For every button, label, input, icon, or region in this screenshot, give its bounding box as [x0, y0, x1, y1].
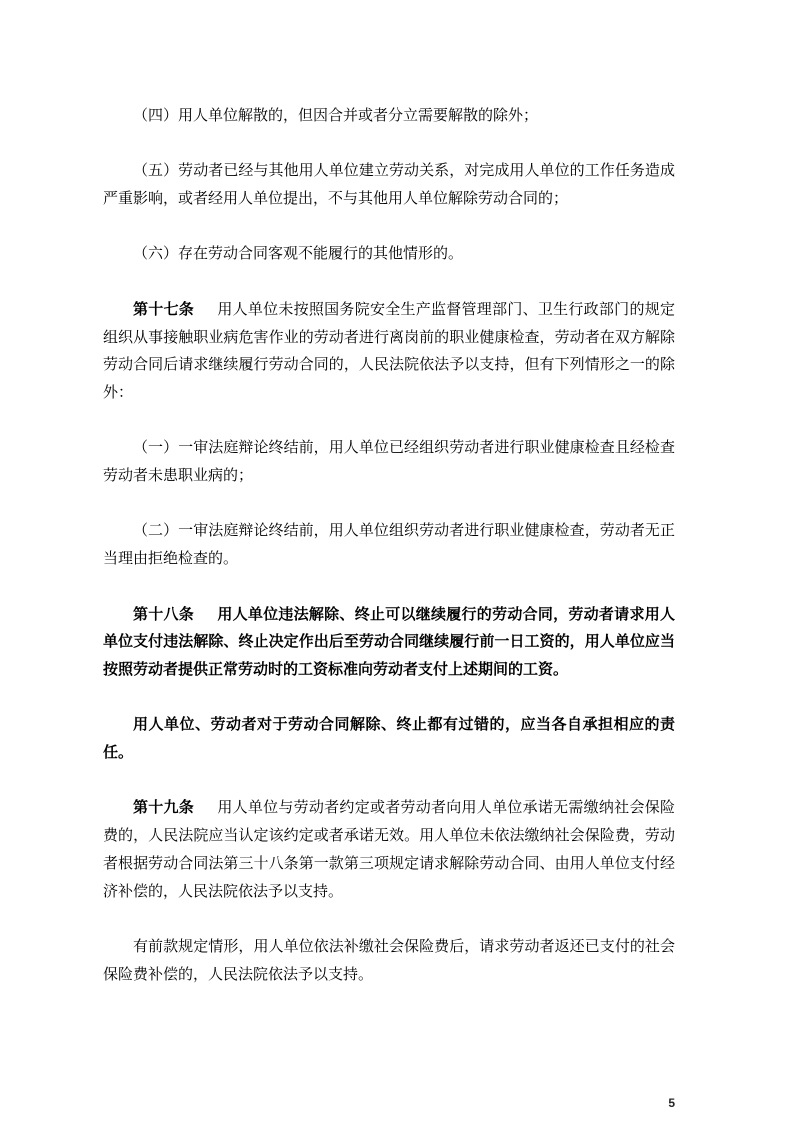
paragraph-text: 用人单位、劳动者对于劳动合同解除、终止都有过错的，应当各自承担相应的责任。 — [103, 717, 675, 762]
article-number: 第十八条 — [133, 606, 195, 623]
document-body — [103, 103, 675, 989]
paragraph — [103, 158, 675, 213]
article-number: 第十九条 — [133, 800, 195, 817]
paragraph-text: （一）一审法庭辩论终结前，用人单位已经组织劳动者进行职业健康检查且经检查劳动者未患职业病的； — [103, 440, 675, 485]
paragraph-text: （六）存在劳动合同客观不能履行的其他情形的。 — [133, 246, 464, 263]
paragraph-text: 用人单位违法解除、终止可以继续履行的劳动合同，劳动者请求用人单位支付违法解除、终止决定作出后至劳动合同继续履行前一日工资的，用人单位应当按照劳动者提供正常劳动时的工资标准向劳动者支付上述期间的工资。 — [103, 606, 675, 678]
page-number: 5 — [668, 1096, 675, 1110]
paragraph-text: （四）用人单位解散的，但因合并或者分立需要解散的除外； — [133, 108, 539, 124]
article-number: 第十七条 — [133, 301, 195, 318]
paragraph-text: 有前款规定情形，用人单位依法补缴社会保险费后，请求劳动者返还已支付的社会保险费补偿的，人民法院依法予以支持。 — [103, 938, 675, 983]
article-paragraph — [103, 795, 675, 906]
paragraph — [103, 103, 675, 131]
article-paragraph — [103, 297, 675, 408]
paragraph-text: 用人单位未按照国务院安全生产监督管理部门、卫生行政部门的规定组织从事接触职业病危害作业的劳动者进行离岗前的职业健康检查，劳动者在双方解除劳动合同后请求继续履行劳动合同的，人民法院依法予以支持，但有下列情形之一的除外： — [103, 301, 675, 401]
page-footer — [103, 1094, 675, 1112]
paragraph-text: （五）劳动者已经与其他用人单位建立劳动关系，对完成用人单位的工作任务造成严重影响，或者经用人单位提出，不与其他用人单位解除劳动合同的； — [103, 163, 675, 208]
paragraph — [103, 241, 675, 269]
article-paragraph — [103, 602, 675, 685]
paragraph — [103, 435, 675, 490]
paragraph — [103, 712, 675, 767]
paragraph — [103, 934, 675, 989]
paragraph-text: 用人单位与劳动者约定或者劳动者向用人单位承诺无需缴纳社会保险费的，人民法院应当认定该约定或者承诺无效。用人单位未依法缴纳社会保险费，劳动者根据劳动合同法第三十八条第一款第三项规定请求解除劳动合同、由用人单位支付经济补偿的，人民法院依法予以支持。 — [103, 800, 675, 900]
paragraph-text: （二）一审法庭辩论终结前，用人单位组织劳动者进行职业健康检查，劳动者无正当理由拒绝检查的。 — [103, 523, 675, 568]
paragraph — [103, 518, 675, 573]
